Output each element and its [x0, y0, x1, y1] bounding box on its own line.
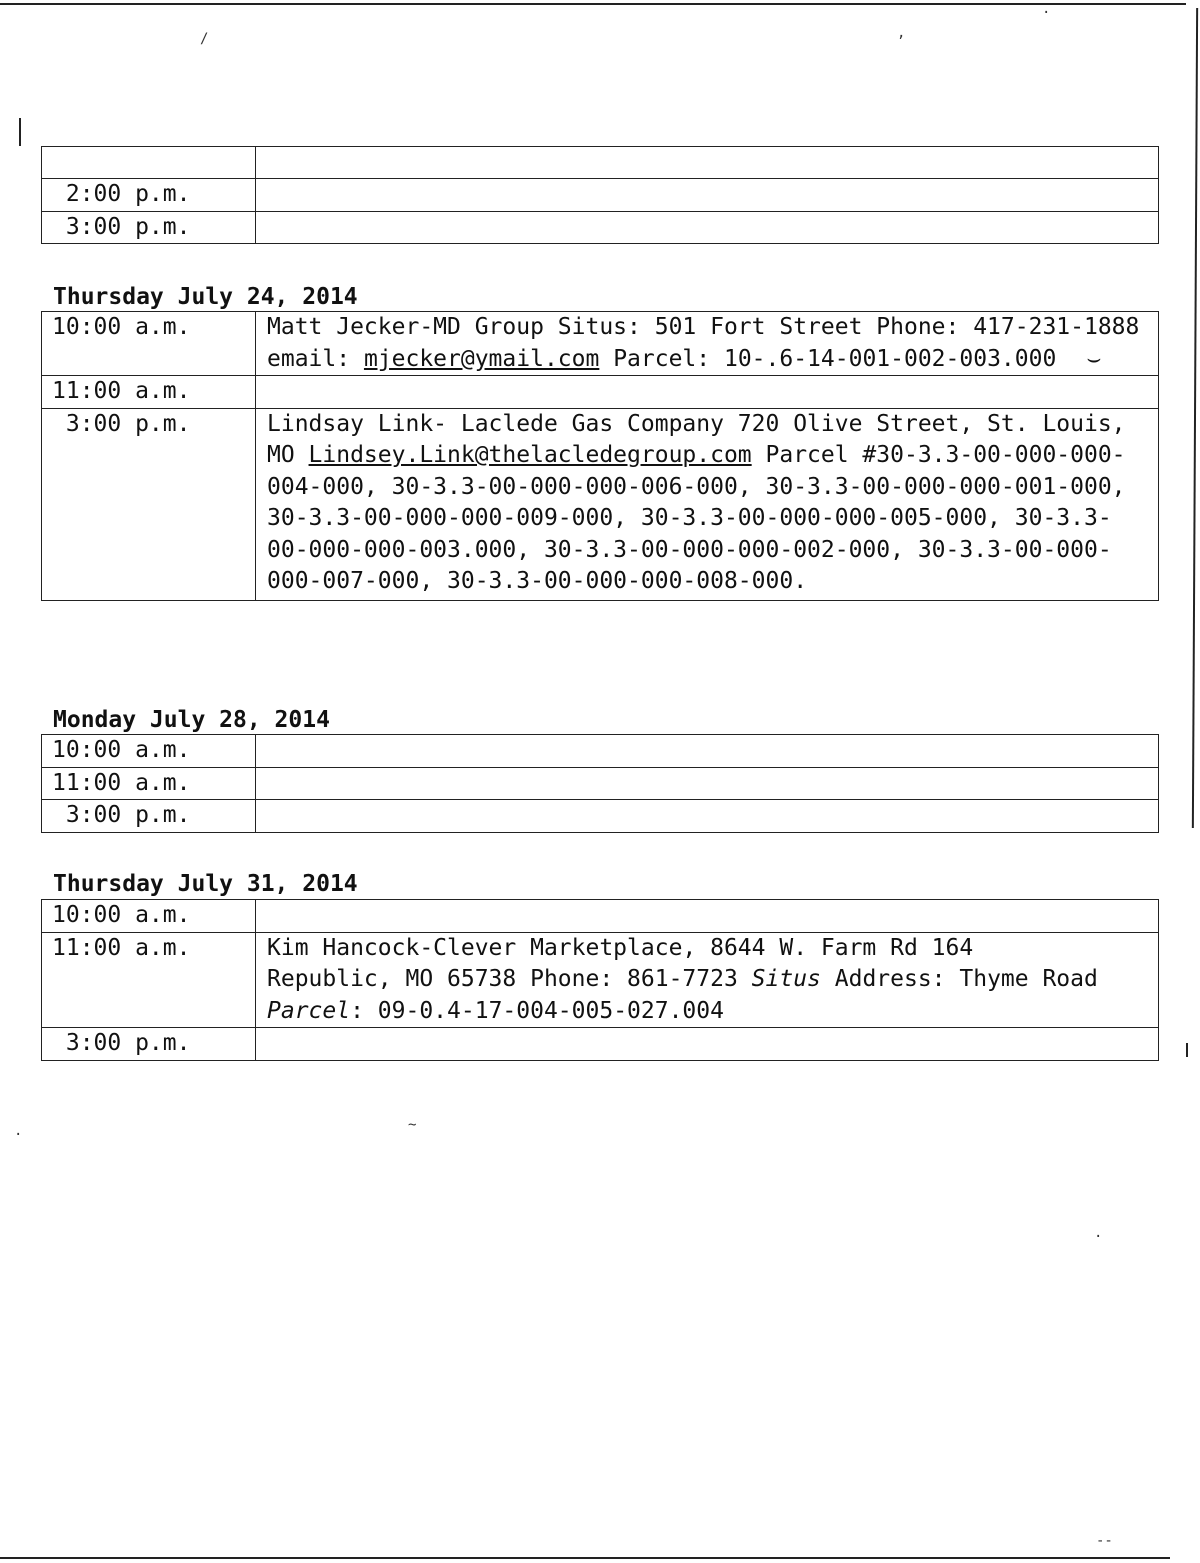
description-cell: [256, 767, 1159, 800]
right-margin-mark: [1186, 1043, 1188, 1057]
time-cell: 2:00 p.m.: [42, 179, 256, 212]
time-cell: 11:00 a.m.: [42, 767, 256, 800]
situs-label: Situs: [751, 966, 821, 992]
time-cell: 3:00 p.m.: [42, 211, 256, 244]
description-cell: [256, 932, 1159, 1028]
table-row: [42, 147, 1159, 179]
scan-speck: /: [200, 31, 209, 47]
table-row: [42, 312, 1159, 376]
table-row: [42, 932, 1159, 1028]
table-row: [42, 900, 1159, 933]
time-cell: 11:00 a.m.: [42, 376, 256, 409]
description-cell: [256, 800, 1159, 833]
description-cell: [256, 147, 1159, 179]
schedule-table-july-28: [41, 734, 1159, 833]
parcel-text: Parcel #30-3.3-00-000-000-004-000, 30-3.3-00-000-000-006-000, 30-3.3-00-000-000-001-000, 30-3.3-00-000-000-009-000, 30-3.3-00-000-000-005-000, 30-3.3-00-000-000-003.000, 30-3.3-00-000-000-002-000, 30-3.3-00-000-000-007-000, 30-3.3-00-000-000-008-000.: [267, 442, 1126, 594]
left-margin-mark: [19, 118, 21, 146]
day-heading-thursday-july-24: Thursday July 24, 2014: [53, 284, 358, 310]
page-right-border: [1192, 8, 1198, 828]
table-row: [42, 179, 1159, 212]
parcel-text: : 09-0.4-17-004-005-027.004: [350, 997, 724, 1024]
description-cell: [256, 408, 1159, 600]
table-row: [42, 767, 1159, 800]
description-cell: [256, 312, 1159, 376]
parcel-label: Parcel: [267, 997, 351, 1024]
time-cell: 11:00 a.m.: [42, 932, 256, 1028]
scan-speck: ,: [897, 25, 906, 41]
time-cell: 3:00 p.m.: [42, 1028, 256, 1061]
time-cell: 10:00 a.m.: [42, 735, 256, 768]
schedule-table-july-24: [41, 311, 1159, 601]
page-bottom-border: [0, 1557, 1170, 1559]
description-cell: [256, 735, 1159, 768]
description-cell: [256, 900, 1159, 933]
time-cell: 10:00 a.m.: [42, 312, 256, 376]
address-text: Address: Thyme Road: [820, 966, 1098, 992]
schedule-table-continued: [41, 146, 1159, 244]
scan-speck: .: [1042, 1, 1051, 17]
table-row: [42, 408, 1159, 600]
scan-speck: .: [14, 1123, 23, 1139]
time-cell: 3:00 p.m.: [42, 408, 256, 600]
appointment-text: Kim Hancock-Clever Marketplace, 8644 W. Farm Rd 164 Republic, MO 65738 Phone: 861-7723: [267, 934, 974, 992]
day-heading-monday-july-28: Monday July 28, 2014: [53, 707, 330, 733]
table-row: [42, 376, 1159, 409]
description-cell: [256, 211, 1159, 244]
table-row: [42, 735, 1159, 768]
table-row: [42, 211, 1159, 244]
appointment-text: Lindsay Link- Laclede Gas Company 720 Olive Street, St. Louis, MO: [267, 410, 1126, 468]
parcel-text: Parcel: 10-.6-14-001-002-003.000: [599, 345, 1057, 372]
appointment-text: Matt Jecker-MD Group Situs: 501 Fort Street Phone: 417-231-1888 email:: [267, 314, 1140, 372]
table-row: [42, 1028, 1159, 1061]
day-heading-thursday-july-31: Thursday July 31, 2014: [53, 871, 358, 897]
schedule-table-july-31: [41, 899, 1159, 1061]
description-cell: [256, 1028, 1159, 1061]
description-cell: [256, 179, 1159, 212]
check-mark-icon: ⌣: [1086, 345, 1102, 372]
scan-speck: ~: [408, 1117, 417, 1133]
scan-speck: .: [1094, 1225, 1103, 1241]
table-row: [42, 800, 1159, 833]
description-cell: [256, 376, 1159, 409]
page-top-border: [0, 3, 1186, 5]
email-link[interactable]: mjecker@ymail.com: [363, 345, 600, 372]
scan-speck: --: [1096, 1533, 1113, 1549]
email-link[interactable]: Lindsey.Link@thelacledegroup.com: [308, 442, 752, 468]
time-cell: [42, 147, 256, 179]
time-cell: 3:00 p.m.: [42, 800, 256, 833]
time-cell: 10:00 a.m.: [42, 900, 256, 933]
